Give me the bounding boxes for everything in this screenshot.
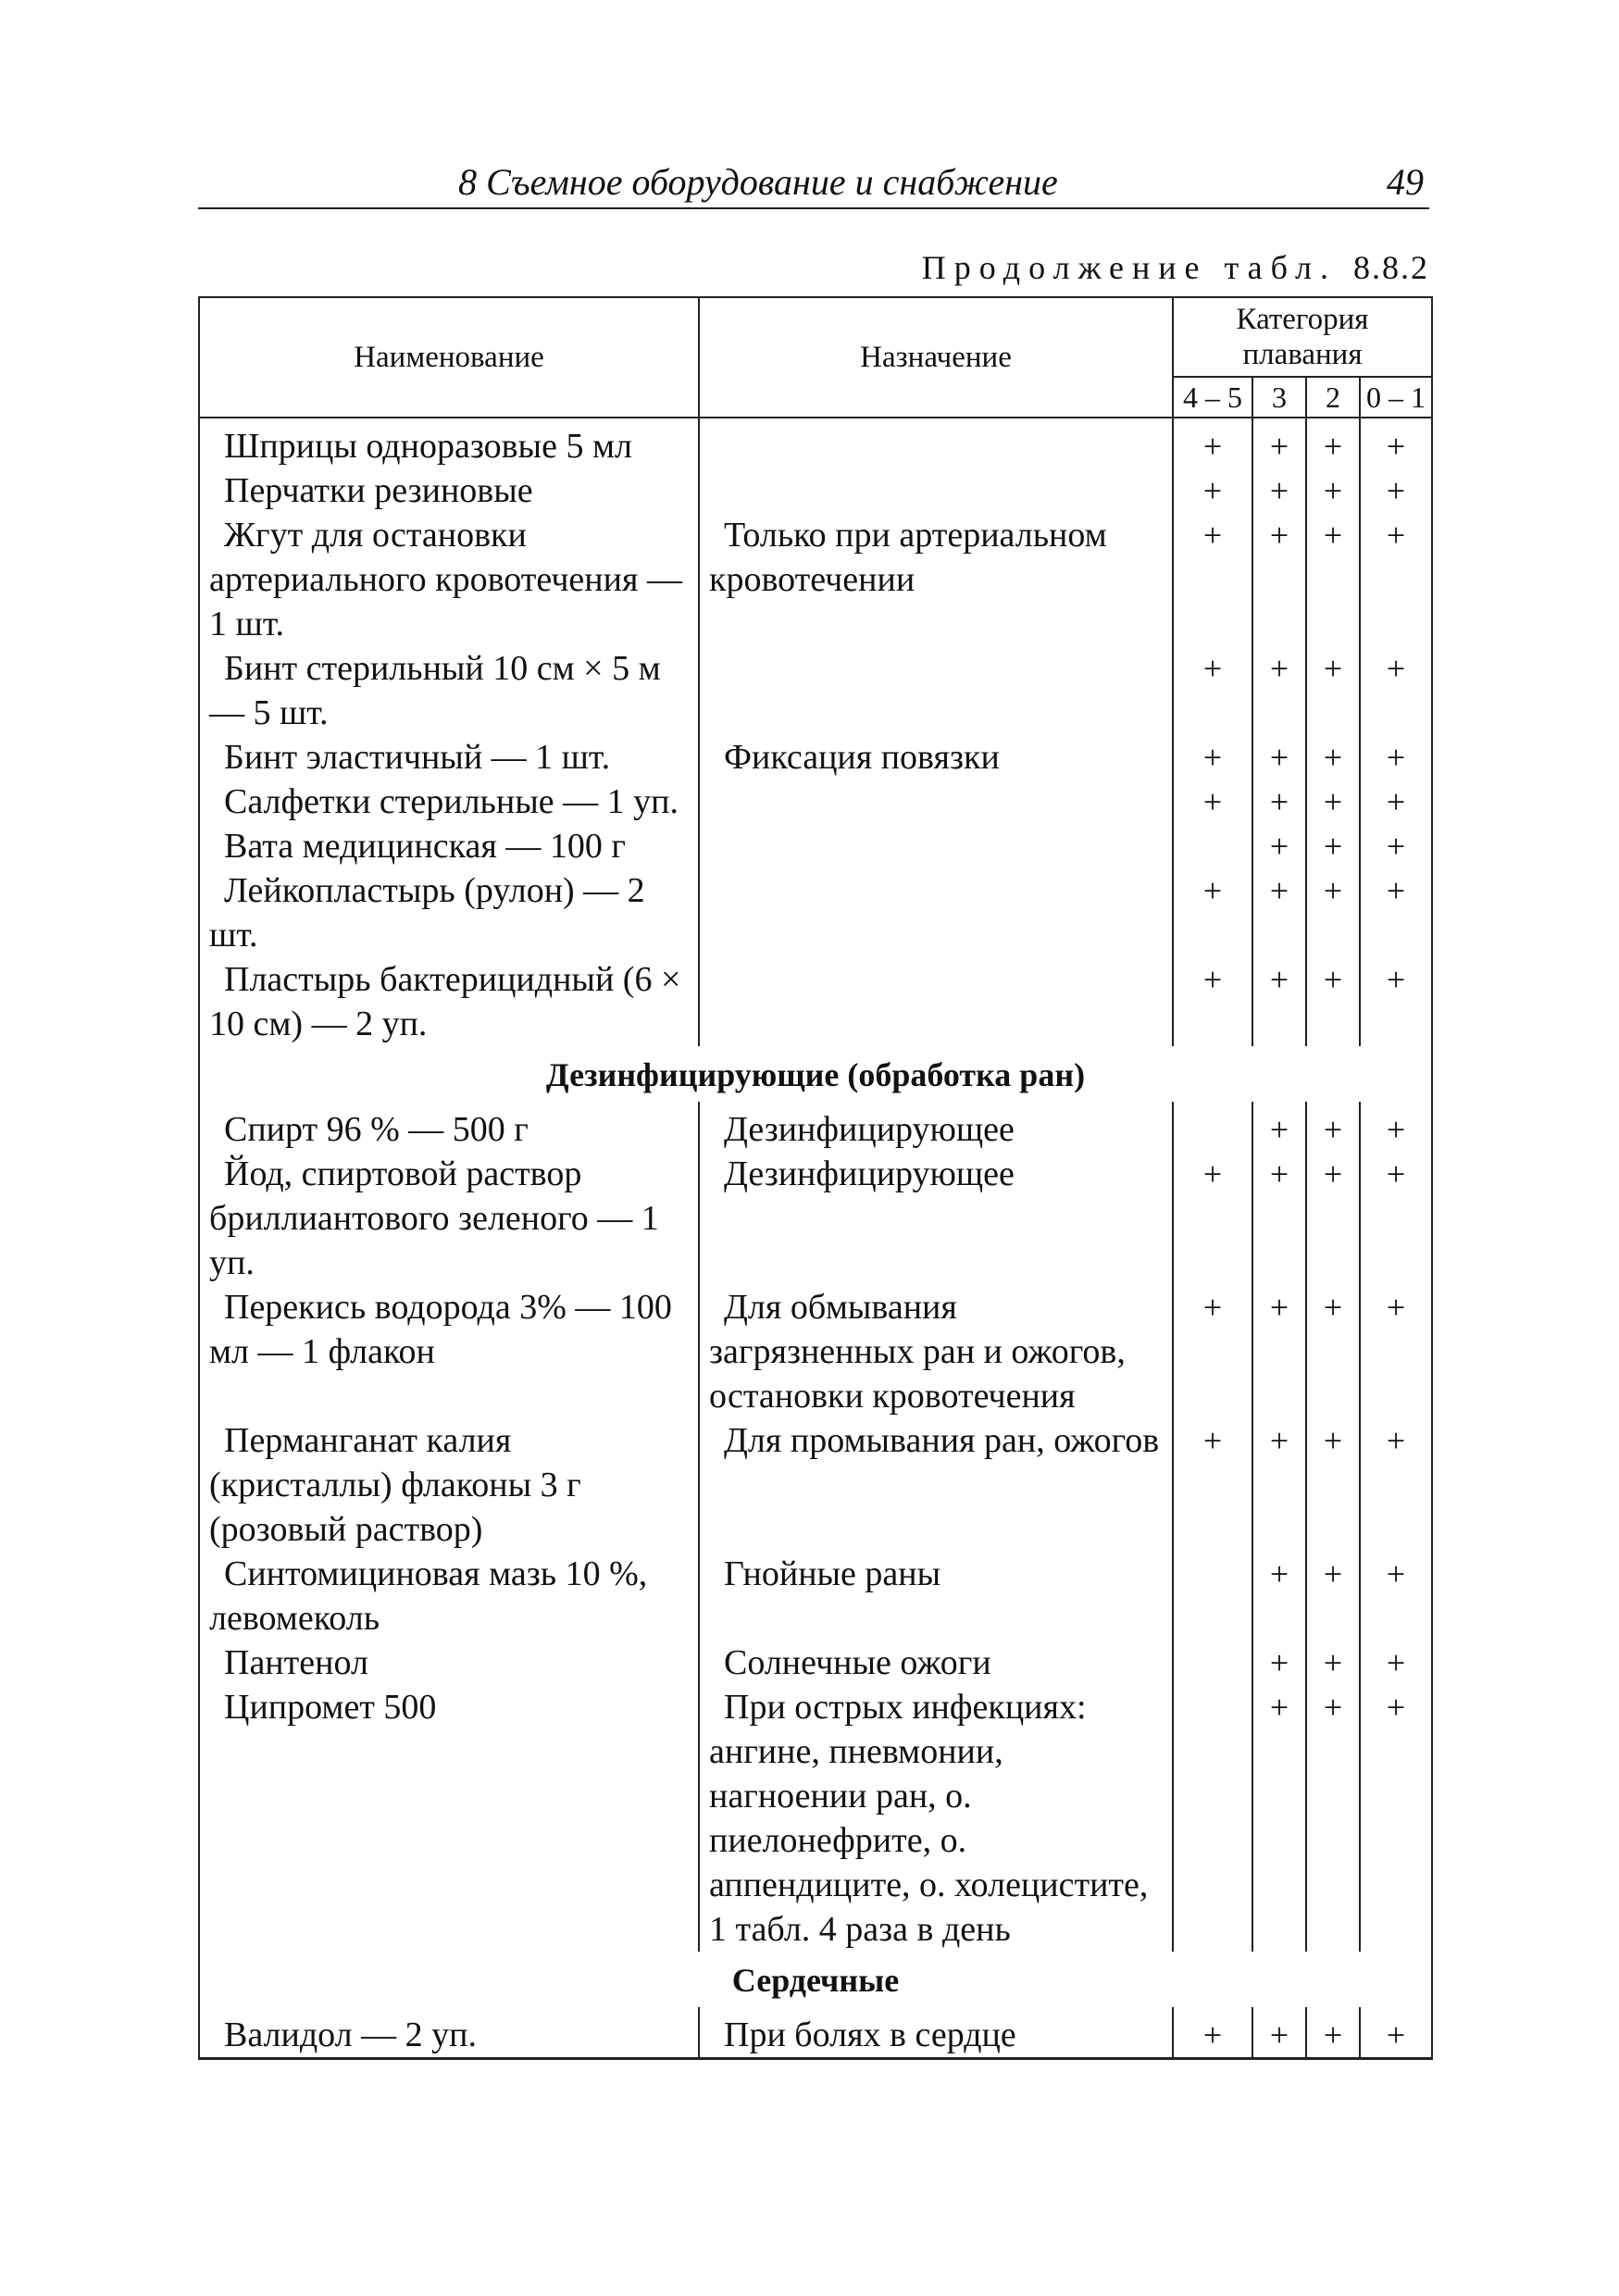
item-name: Перекись водорода 3% — 100 мл — 1 флакон [199, 1285, 699, 1418]
category-mark: + [1360, 868, 1432, 957]
section-row [199, 1046, 1432, 1102]
category-mark: + [1306, 1641, 1360, 1685]
category-mark [1173, 1685, 1252, 1952]
section-row [199, 1952, 1432, 2007]
item-purpose: Для обмывания загрязненных ран и ожогов, остановки кровотечения [699, 1285, 1173, 1418]
category-mark: + [1173, 468, 1252, 513]
category-mark: + [1306, 957, 1360, 1046]
table-row [199, 418, 1432, 468]
category-mark: + [1173, 2007, 1252, 2059]
table-caption-number: 8.8.2 [1353, 249, 1429, 286]
category-header-3: 3 [1252, 377, 1306, 418]
category-mark: + [1360, 2007, 1432, 2059]
category-mark: + [1173, 780, 1252, 824]
item-purpose: Солнечные ожоги [699, 1641, 1173, 1685]
page-number: 49 [1387, 161, 1424, 203]
category-mark: + [1360, 1685, 1432, 1952]
item-name: Синтомициновая мазь 10 %, левомеколь [199, 1552, 699, 1641]
category-mark: + [1306, 418, 1360, 468]
table-row [199, 868, 1432, 957]
item-name: Жгут для остановки артериального кровотечения — 1 шт. [199, 513, 699, 646]
item-purpose [699, 646, 1173, 735]
column-header-category: Категория плавания [1173, 297, 1432, 377]
category-header-0-1: 0 – 1 [1360, 377, 1432, 418]
category-mark: + [1173, 646, 1252, 735]
table-row [199, 1102, 1432, 1152]
item-purpose: При болях в сердце [699, 2007, 1173, 2059]
category-mark: + [1360, 735, 1432, 780]
table-row [199, 1552, 1432, 1641]
item-purpose [699, 780, 1173, 824]
category-mark: + [1252, 468, 1306, 513]
category-mark: + [1173, 418, 1252, 468]
category-mark [1173, 1552, 1252, 1641]
section-title: Дезинфицирующие (обработка ран) [199, 1046, 1432, 1102]
category-mark: + [1252, 418, 1306, 468]
category-mark: + [1360, 1102, 1432, 1152]
item-name: Шприцы одноразовые 5 мл [199, 418, 699, 468]
category-mark: + [1252, 1641, 1306, 1685]
category-mark: + [1306, 1685, 1360, 1952]
table-row [199, 824, 1432, 868]
item-name: Салфетки стерильные — 1 уп. [199, 780, 699, 824]
table-row [199, 2007, 1432, 2059]
item-purpose: Гнойные раны [699, 1552, 1173, 1641]
table-row [199, 780, 1432, 824]
category-mark: + [1306, 2007, 1360, 2059]
category-mark: + [1173, 1285, 1252, 1418]
category-mark: + [1252, 1552, 1306, 1641]
category-mark: + [1306, 1285, 1360, 1418]
running-head [198, 156, 1429, 209]
category-mark: + [1173, 513, 1252, 646]
item-name: Ципромет 500 [199, 1685, 699, 1952]
category-mark: + [1360, 468, 1432, 513]
category-mark: + [1252, 2007, 1306, 2059]
item-purpose [699, 824, 1173, 868]
table-row [199, 468, 1432, 513]
category-mark [1173, 1641, 1252, 1685]
category-mark: + [1173, 1418, 1252, 1552]
category-mark: + [1306, 1552, 1360, 1641]
category-mark: + [1360, 957, 1432, 1046]
item-purpose: Дезинфицирующее [699, 1102, 1173, 1152]
category-mark: + [1306, 468, 1360, 513]
item-name: Валидол — 2 уп. [199, 2007, 699, 2059]
table-row [199, 1285, 1432, 1418]
table-row [199, 735, 1432, 780]
item-purpose [699, 868, 1173, 957]
category-mark: + [1306, 646, 1360, 735]
category-header-4-5: 4 – 5 [1173, 377, 1252, 418]
category-mark: + [1252, 1685, 1306, 1952]
item-purpose: Для промывания ран, ожогов [699, 1418, 1173, 1552]
column-header-purpose: Назначение [699, 297, 1173, 418]
category-mark: + [1173, 868, 1252, 957]
item-name: Перманганат калия (кристаллы) флаконы 3 г (розовый раствор) [199, 1418, 699, 1552]
table-caption-text: Продолжение табл. [921, 249, 1337, 286]
category-mark: + [1252, 868, 1306, 957]
table-caption [922, 248, 1429, 287]
category-mark: + [1360, 646, 1432, 735]
category-mark: + [1360, 824, 1432, 868]
item-purpose: Фиксация повязки [699, 735, 1173, 780]
item-purpose: Только при артериальном кровотечении [699, 513, 1173, 646]
table-row [199, 1641, 1432, 1685]
category-mark: + [1252, 1102, 1306, 1152]
category-mark: + [1360, 1641, 1432, 1685]
category-mark: + [1306, 1418, 1360, 1552]
item-name: Перчатки резиновые [199, 468, 699, 513]
item-name: Лейкопластырь (рулон) — 2 шт. [199, 868, 699, 957]
item-name: Пантенол [199, 1641, 699, 1685]
category-mark: + [1306, 824, 1360, 868]
category-mark: + [1360, 1152, 1432, 1285]
table-row [199, 1685, 1432, 1952]
table-row [199, 646, 1432, 735]
category-mark: + [1306, 513, 1360, 646]
section-title: Сердечные [199, 1952, 1432, 2007]
category-mark: + [1306, 1152, 1360, 1285]
category-mark: + [1360, 513, 1432, 646]
category-mark: + [1360, 418, 1432, 468]
table-body [199, 418, 1432, 2059]
item-purpose: При острых инфекциях: ангине, пневмонии, нагноении ран, о. пиелонефрите, о. аппендиците, о. холецистите, 1 табл. 4 раза в день [699, 1685, 1173, 1952]
category-mark: + [1252, 513, 1306, 646]
item-name: Йод, спиртовой раствор бриллиантового зеленого — 1 уп. [199, 1152, 699, 1285]
item-purpose [699, 957, 1173, 1046]
category-mark: + [1173, 735, 1252, 780]
table-row [199, 957, 1432, 1046]
category-mark: + [1360, 1552, 1432, 1641]
category-mark: + [1173, 1152, 1252, 1285]
category-mark: + [1252, 1152, 1306, 1285]
table-row [199, 1152, 1432, 1285]
category-mark: + [1252, 735, 1306, 780]
category-mark: + [1252, 780, 1306, 824]
category-mark: + [1360, 1418, 1432, 1552]
category-mark: + [1252, 824, 1306, 868]
category-mark: + [1252, 957, 1306, 1046]
item-name: Бинт эластичный — 1 шт. [199, 735, 699, 780]
category-mark: + [1306, 1102, 1360, 1152]
item-name: Вата медицинская — 100 г [199, 824, 699, 868]
category-mark: + [1252, 646, 1306, 735]
column-header-name: Наименование [199, 297, 699, 418]
category-mark: + [1252, 1285, 1306, 1418]
table-row [199, 1418, 1432, 1552]
category-mark: + [1360, 780, 1432, 824]
category-mark: + [1306, 735, 1360, 780]
category-mark: + [1173, 957, 1252, 1046]
item-name: Пластырь бактерицидный (6 × 10 см) — 2 уп. [199, 957, 699, 1046]
item-name: Спирт 96 % — 500 г [199, 1102, 699, 1152]
item-purpose: Дезинфицирующее [699, 1152, 1173, 1285]
item-purpose [699, 468, 1173, 513]
category-mark [1173, 824, 1252, 868]
category-mark: + [1252, 1418, 1306, 1552]
table-row [199, 513, 1432, 646]
category-mark: + [1306, 868, 1360, 957]
running-title: 8 Съемное оборудование и снабжение [458, 161, 1058, 203]
category-header-2: 2 [1306, 377, 1360, 418]
category-mark: + [1360, 1285, 1432, 1418]
category-mark [1173, 1102, 1252, 1152]
item-name: Бинт стерильный 10 см × 5 м — 5 шт. [199, 646, 699, 735]
supplies-table [198, 296, 1433, 2060]
item-purpose [699, 418, 1173, 468]
category-mark: + [1306, 780, 1360, 824]
